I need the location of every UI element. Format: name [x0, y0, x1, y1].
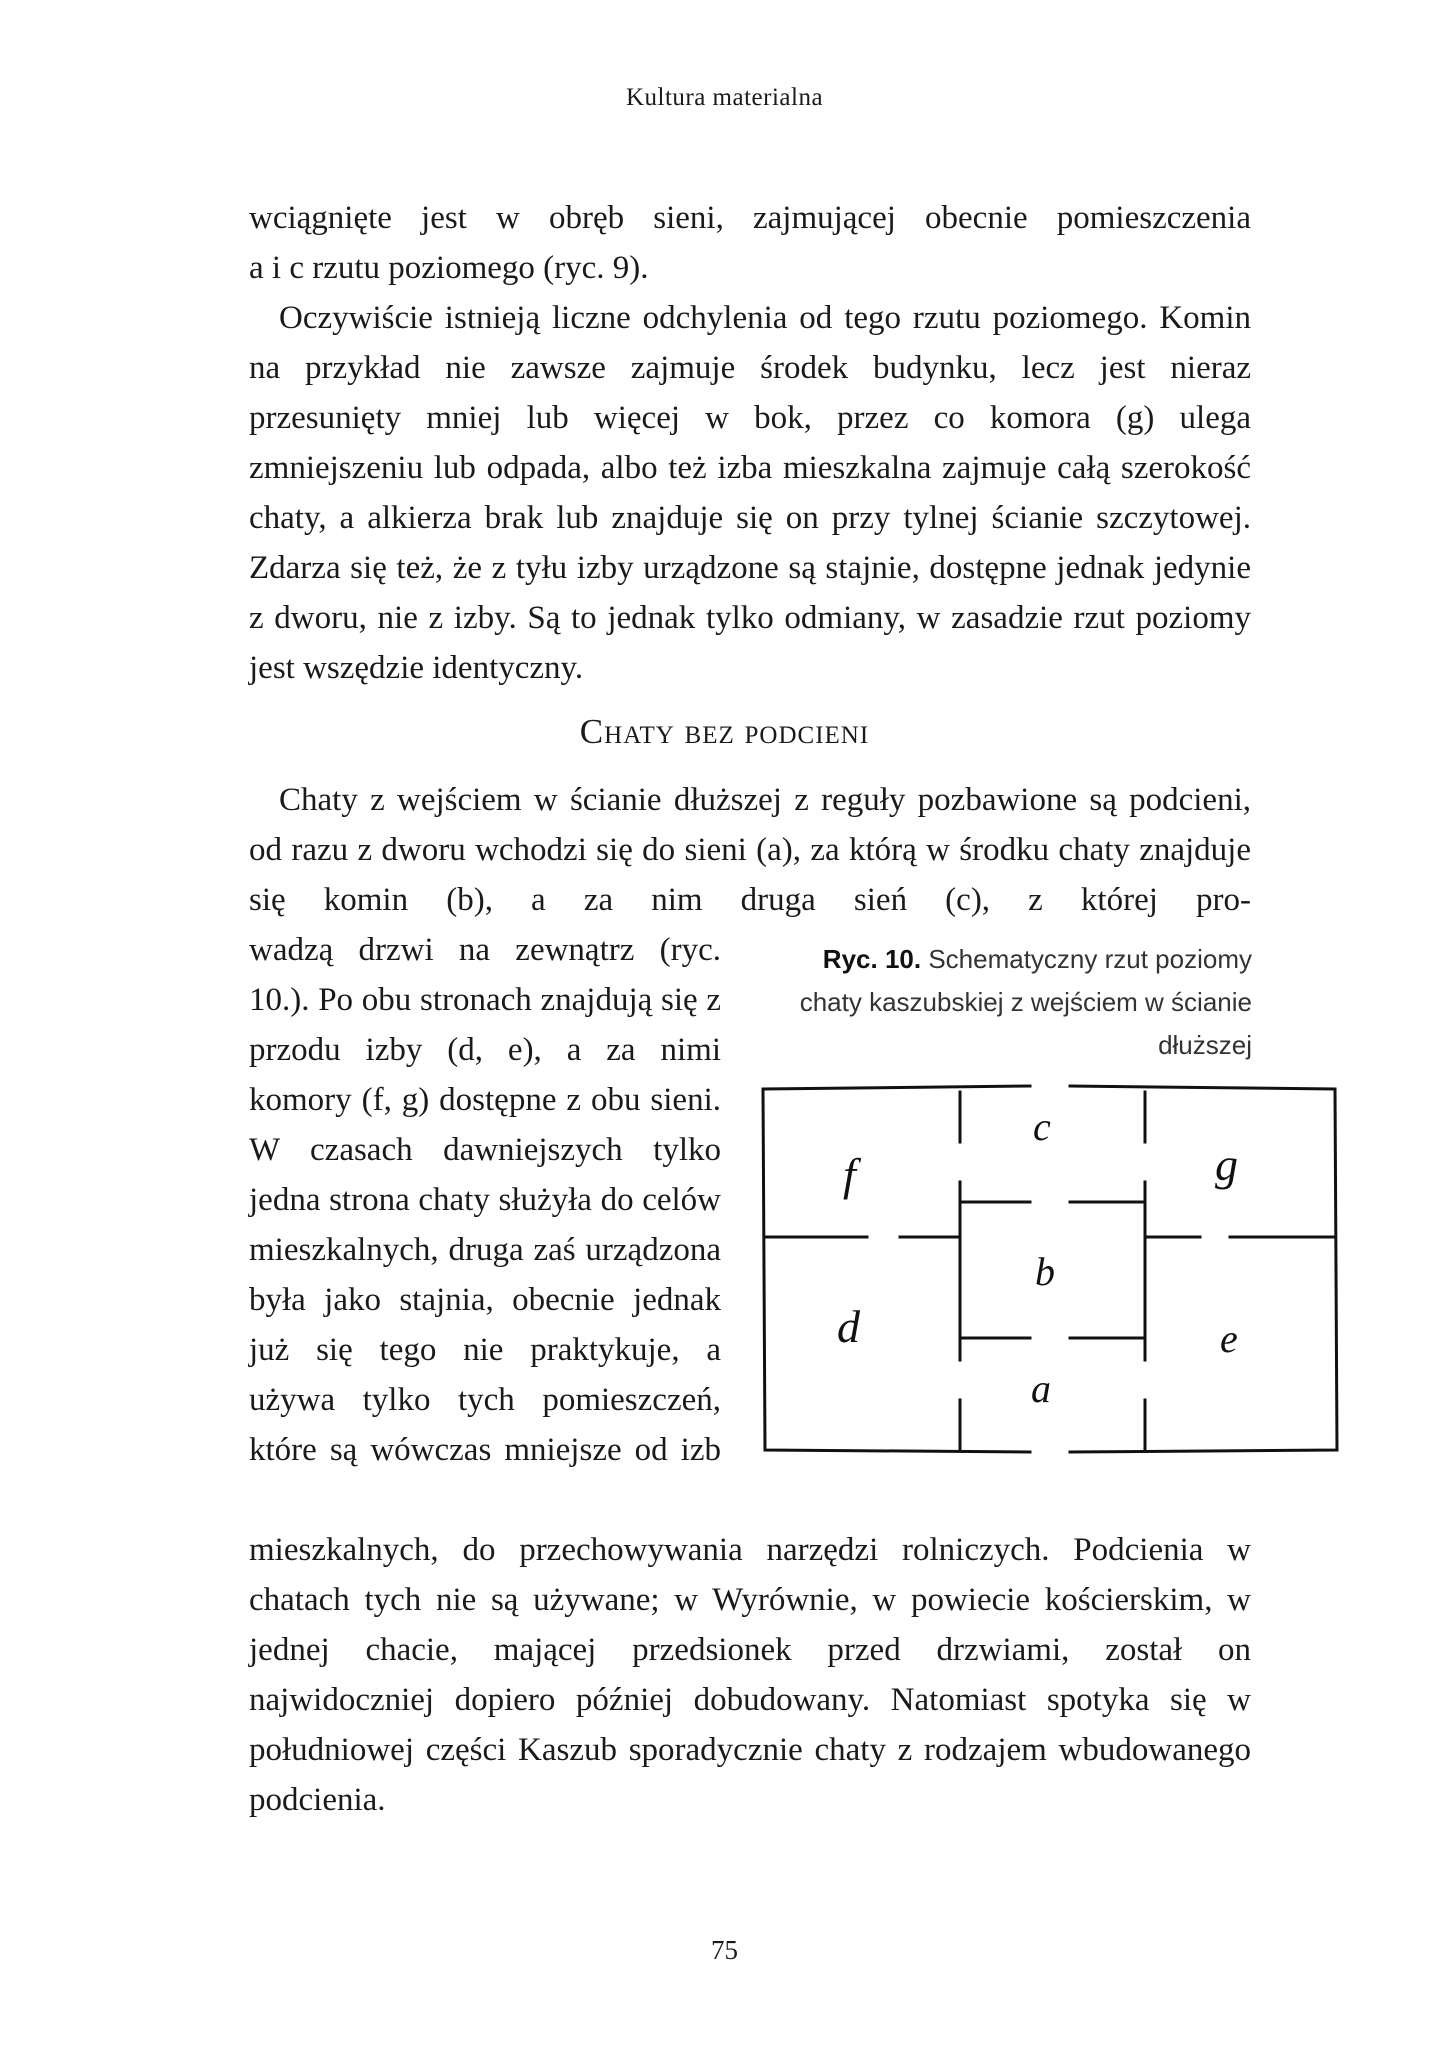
text-block-narrow [249, 925, 721, 1475]
room-label-g: g [1215, 1139, 1238, 1190]
paragraph: Oczywiście istnieją liczne odchylenia od tego rzutu poziomego. Komin na przykład nie zawsze zajmuje środek budynku, lecz jest nieraz przesunięty mniej lub więcej w bok, przez co komora (g) ulega zmniejszeniu lub odpada, albo też izba mieszkalna zajmuje całą szerokość chaty, a alkierza brak lub znajduje się on przy tylnej ścianie szczytowej. Zdarza się też, że z tyłu izby urządzone są stajnie, dostępne jednak jedynie z dworu, nie z izby. Są to jednak tylko odmiany, w zasadzie rzut poziomy jest wszędzie identyczny. [249, 300, 1251, 686]
running-head: Kultura materialna [625, 84, 824, 111]
paragraph-narrow: wadzą drzwi na zewnątrz (ryc. 10.). Po obu stronach znajdują się z przodu izby (d, e), a za nimi komory (f, g) dostępne z obu sieni. W czasach dawniejszych tylko jedna strona chaty służyła do celów mieszkalnych, druga zaś urządzona była jako stajnia, obecnie jednak już się tego nie praktykuje, a używa tylko tych pomieszczeń, które są wówczas mniejsze od izb [249, 932, 721, 1468]
text-block-top [249, 193, 1251, 293]
room-label-b: b [1035, 1249, 1055, 1294]
room-label-a: a [1031, 1366, 1051, 1411]
text-block-paragraph-3 [249, 775, 1251, 925]
room-label-d: d [837, 1301, 860, 1352]
floor-plan-diagram [755, 1080, 1345, 1470]
figure-caption [760, 938, 1252, 1067]
text-block-bottom [249, 1525, 1251, 1825]
paragraph-line: a i c rzutu poziomego (ryc. 9). [249, 250, 649, 286]
floor-plan-figure [755, 1080, 1345, 1470]
page-number: 75 [711, 1935, 738, 1965]
text-block-paragraph-2 [249, 293, 1251, 693]
paragraph: Chaty z wejściem w ścianie dłuższej z reguły pozbawione są podcieni, od razu z dworu wchodzi się do sieni (a), za którą w środku chaty znajduje się komin (b), a za nim druga sień (c), z której pro- [249, 782, 1251, 918]
paragraph-line: wciągnięte jest w obręb sieni, zajmującej obecnie pomieszczenia [249, 200, 1251, 236]
room-label-f: f [843, 1149, 856, 1200]
figure-label: Ryc. 10. [822, 944, 922, 974]
section-heading: Chaty bez podcieni [579, 712, 870, 751]
room-label-e: e [1220, 1316, 1238, 1361]
figure-caption-text: Schematyczny rzut poziomy chaty kaszubskiej z wejściem w ścianie dłuższej [799, 944, 1252, 1060]
paragraph: mieszkalnych, do przechowywania narzędzi rolniczych. Podcienia w chatach tych nie są używane; w Wyrównie, w powiecie kościerskim, w jednej chacie, mającej przedsionek przed drzwiami, został on najwidoczniej dopiero później dobudowany. Natomiast spotyka się w południowej części Kaszub sporadycznie chaty z rodzajem wbudowanego podcienia. [249, 1532, 1251, 1818]
room-label-c: c [1033, 1104, 1051, 1149]
